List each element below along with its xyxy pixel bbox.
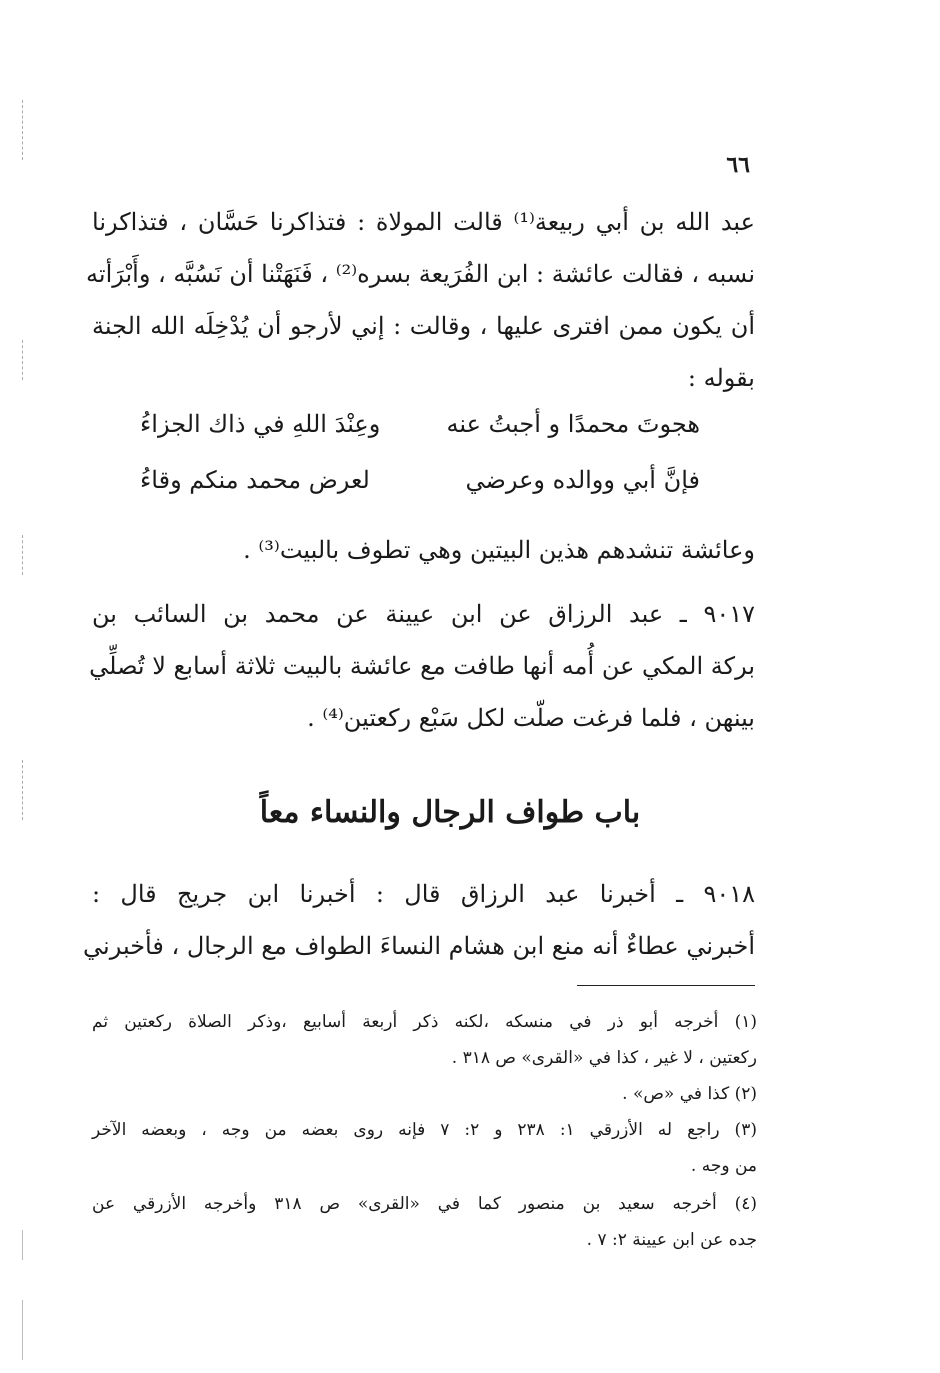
footnote-line: من وجه . bbox=[690, 1156, 757, 1176]
scan-margin-mark bbox=[22, 535, 23, 575]
chapter-heading bbox=[0, 795, 940, 830]
text-line: أن يكون ممن افترى عليها ، وقالت : إني لأرجو أن يُدْخِلَه الله الجنة bbox=[92, 312, 755, 340]
footnote-line: جده عن ابن عيينة ٢: ٧ . bbox=[586, 1230, 757, 1250]
footnote-line: ركعتين ، لا غير ، كذا في «القرى» ص ٣١٨ . bbox=[451, 1048, 757, 1068]
scan-margin-mark bbox=[22, 1300, 23, 1360]
footnote-line: (٢) كذا في «ص» . bbox=[622, 1084, 757, 1104]
footnote-2 bbox=[92, 1076, 757, 1112]
scan-margin-mark bbox=[22, 340, 23, 380]
scan-margin-mark bbox=[22, 1230, 23, 1260]
footnote-line: (١) أخرجه أبو ذر في منسكه ،لكنه ذكر أربعة أسابيع ،وذكر الصلاة ركعتين ثم bbox=[92, 1012, 757, 1032]
text-line: ٩٠١٧ ـ عبد الرزاق عن ابن عيينة عن محمد بن السائب بن bbox=[92, 600, 755, 628]
paragraph-hassan bbox=[86, 196, 755, 404]
text-line: عبد الله بن أبي ربيعة⁽¹⁾ قالت المولاة : فتذاكرنا حَسَّان ، فتذاكرنا bbox=[92, 208, 755, 236]
footnote-4 bbox=[92, 1186, 757, 1258]
chapter-heading-text: باب طواف الرجال والنساء معاً bbox=[259, 795, 641, 830]
text-line: نسبه ، فقالت عائشة : ابن الفُرَيعة بسره⁽²⁾ ، فَنَهَتْنا أن نَسُبَّه ، وأَبْرَأته bbox=[86, 260, 755, 288]
verse-line bbox=[140, 410, 700, 438]
text-line: بقوله : bbox=[687, 364, 755, 392]
scan-margin-mark bbox=[22, 100, 23, 160]
verse-hemistich-first: فإنَّ أبي ووالده وعرضي bbox=[465, 466, 700, 494]
footnote-separator bbox=[577, 985, 755, 986]
text-line: أخبرني عطاءٌ أنه منع ابن هشام النساءَ الطواف مع الرجال ، فأخبرني bbox=[83, 932, 755, 960]
text-line: وعائشة تنشدهم هذين البيتين وهي تطوف بالبيت⁽³⁾ . bbox=[243, 536, 755, 564]
text-line: ٩٠١٨ ـ أخبرنا عبد الرزاق قال : أخبرنا ابن جريج قال : bbox=[92, 880, 755, 908]
paragraph-aisha bbox=[92, 524, 755, 576]
footnote-line: (٣) راجع له الأزرقي ١: ٢٣٨ و ٢: ٧ فإنه روى بعضه من وجه ، وبعضه الآخر bbox=[92, 1120, 757, 1140]
footnote-3 bbox=[92, 1112, 757, 1184]
text-line: بركة المكي عن أُمه أنها طافت مع عائشة بالبيت ثلاثة أسابع لا تُصلِّي bbox=[89, 652, 755, 680]
paragraph-hadith-9018 bbox=[83, 868, 755, 972]
verse-hemistich-second: لعرض محمد منكم وقاءُ bbox=[140, 466, 370, 494]
verse-hemistich-first: هجوتَ محمدًا و أجبتُ عنه bbox=[446, 410, 700, 438]
paragraph-hadith-9017 bbox=[89, 588, 755, 744]
footnote-line: (٤) أخرجه سعيد بن منصور كما في «القرى» ص ٣١٨ وأخرجه الأزرقي عن bbox=[92, 1194, 757, 1214]
text-line: بينهن ، فلما فرغت صلّت لكل سَبْع ركعتين⁽⁴⁾ . bbox=[307, 704, 755, 732]
verse-line bbox=[140, 466, 700, 494]
page-number: ٦٦ bbox=[726, 152, 750, 178]
footnote-1 bbox=[92, 1004, 757, 1076]
verse-hemistich-second: وعِنْدَ اللهِ في ذاك الجزاءُ bbox=[140, 410, 381, 438]
